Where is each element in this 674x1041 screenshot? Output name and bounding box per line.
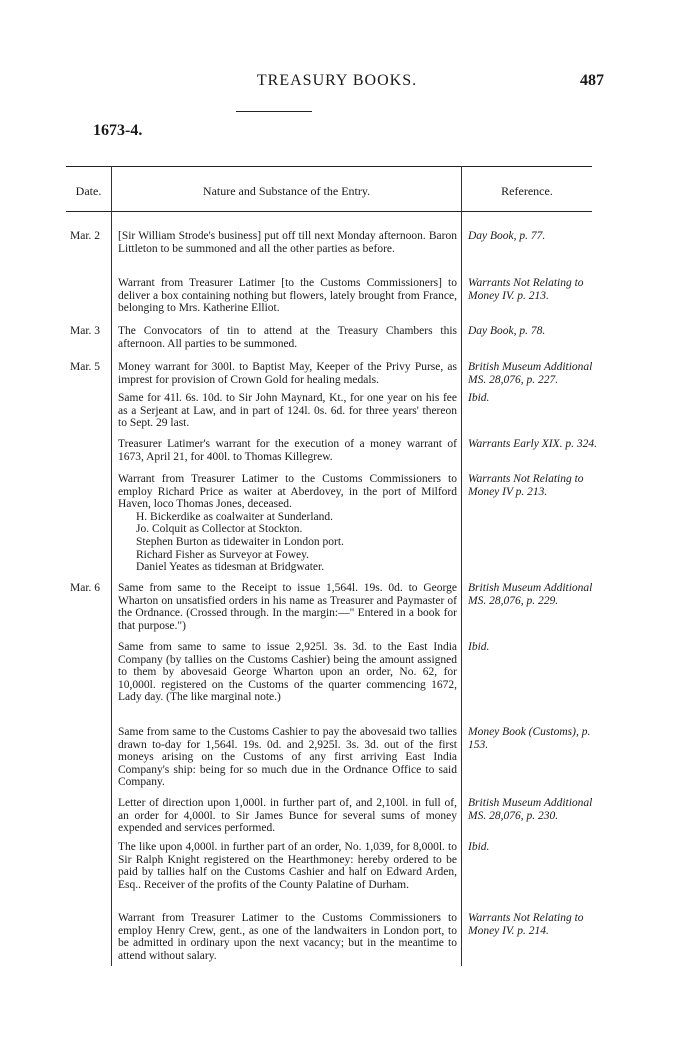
sub-entry-line: Stephen Burton as tidewaiter in London port. — [136, 535, 344, 548]
row-entry: Treasurer Latimer's warrant for the execution of a money warrant of 1673, April 21, for 400l. to Thomas Killegrew. — [118, 438, 457, 463]
column-divider-reference — [461, 166, 462, 966]
row-reference: Warrants Not Relating to Money IV. p. 214. — [468, 912, 584, 937]
row-reference: Ibid. — [468, 841, 490, 853]
row-entry: Same from same to the Receipt to issue 1,564l. 19s. 0d. to George Wharton on unsatisfied orders in his name as Treasurer and Paymaster of the Ordnance. (Crossed through. In the margin:—" Entered in a book for that purpose.") — [118, 582, 457, 632]
table-header-rule — [66, 211, 592, 212]
row-entry: Letter of direction upon 1,000l. in further part of, and 2,100l. in full of, an order for 4,000l. to Sir James Bunce for several sums of money expended and services performed. — [118, 797, 457, 835]
row-entry: Same from same to the Customs Cashier to pay the abovesaid two tallies drawn to-day for 1,564l. 19s. 0d. and 2,925l. 3s. 3d. out of the first moneys arising on the Customs of any first arriving East India Company's ship: being for so much due in the Ordnance Office to said Company. — [118, 726, 457, 789]
row-reference: British Museum Additional MS. 28,076, p. 227. — [468, 361, 593, 386]
row-entry: Same for 41l. 6s. 10d. to Sir John Maynard, Kt., for one year on his fee as a Serjeant at Law, and in part of 124l. 0s. 6d. for three years' thereon to Sept. 29 last. — [118, 392, 457, 430]
row-reference: Warrants Not Relating to Money IV. p. 213. — [468, 277, 584, 302]
row-entry: Money warrant for 300l. to Baptist May, Keeper of the Privy Purse, as imprest for provision of Crown Gold for healing medals. — [118, 361, 457, 386]
row-reference: Money Book (Customs), p. 153. — [468, 726, 591, 751]
sub-entry-line: Daniel Yeates as tidesman at Bridgwater. — [136, 561, 325, 574]
header-nature: Nature and Substance of the Entry. — [202, 184, 371, 198]
row-reference: British Museum Additional MS. 28,076, p. 230. — [468, 797, 593, 822]
row-entry — [118, 473, 457, 574]
row-reference: Ibid. — [468, 392, 490, 404]
row-date: Mar. 2 — [70, 230, 101, 242]
header-date: Date. — [75, 184, 102, 198]
row-reference: British Museum Additional MS. 28,076, p. 229. — [468, 582, 593, 607]
row-date: Mar. 5 — [70, 361, 101, 373]
sub-entry-line: Richard Fisher as Surveyor at Fowey. — [136, 548, 309, 561]
row-date: Mar. 3 — [70, 325, 101, 337]
row-entry: [Sir William Strode's business] put off till next Monday afternoon. Baron Littleton to be summoned and all the other parties as before. — [118, 230, 457, 255]
row-entry: Warrant from Treasurer Latimer to the Customs Commissioners to employ Henry Crew, gent., as one of the landwaiters in London port, to be admitted in ordinary upon the next vacancy; but in the meantime to attend without salary. — [118, 912, 457, 962]
sub-entry-line: Jo. Colquit as Collector at Stockton. — [136, 523, 303, 536]
row-entry: The like upon 4,000l. in further part of an order, No. 1,039, for 8,000l. to Sir Ralph Knight registered on the Hearthmoney: hereby ordered to be paid by tallies half on the Customs Cashier and half on Edward Arden, Esq.. Receiver of the profits of the County Palatine of Durham. — [118, 841, 457, 891]
entries-table — [66, 166, 597, 966]
row-reference: Warrants Not Relating to Money IV p. 213. — [468, 473, 584, 498]
row-date: Mar. 6 — [70, 582, 101, 594]
running-title: TREASURY BOOKS. — [256, 72, 418, 89]
table-top-rule — [66, 166, 592, 167]
entry-text: Warrant from Treasurer Latimer to the Customs Commissioners to employ Richard Price as waiter at Aberdovey, in the port of Milford Haven, loco Thomas Jones, deceased. — [118, 473, 457, 511]
sub-entry-line: H. Bickerdike as coalwaiter at Sunderland. — [136, 510, 334, 523]
row-reference: Day Book, p. 78. — [468, 325, 546, 337]
row-reference: Warrants Early XIX. p. 324. — [468, 438, 597, 450]
column-divider-date — [111, 166, 112, 966]
page-number: 487 — [580, 72, 604, 89]
row-reference: Day Book, p. 77. — [468, 230, 546, 242]
title-rule — [236, 111, 312, 112]
row-entry: Warrant from Treasurer Latimer [to the Customs Commissioners] to deliver a box containing nothing but flowers, lately brought from France, belonging to Mrs. Katherine Elliot. — [118, 277, 457, 315]
row-reference: Ibid. — [468, 641, 490, 653]
header-reference: Reference. — [501, 184, 553, 198]
year-heading: 1673-4. — [93, 122, 143, 139]
row-entry: The Convocators of tin to attend at the Treasury Chambers this afternoon. All parties to be summoned. — [118, 325, 457, 350]
row-entry: Same from same to same to issue 2,925l. 3s. 3d. to the East India Company (by tallies on the Customs Cashier) being the amount assigned to them by abovesaid George Wharton upon an order, No. 62, for 10,000l. registered on the Customs of the quarter commencing 1672, Lady day. (The like marginal note.) — [118, 641, 457, 704]
